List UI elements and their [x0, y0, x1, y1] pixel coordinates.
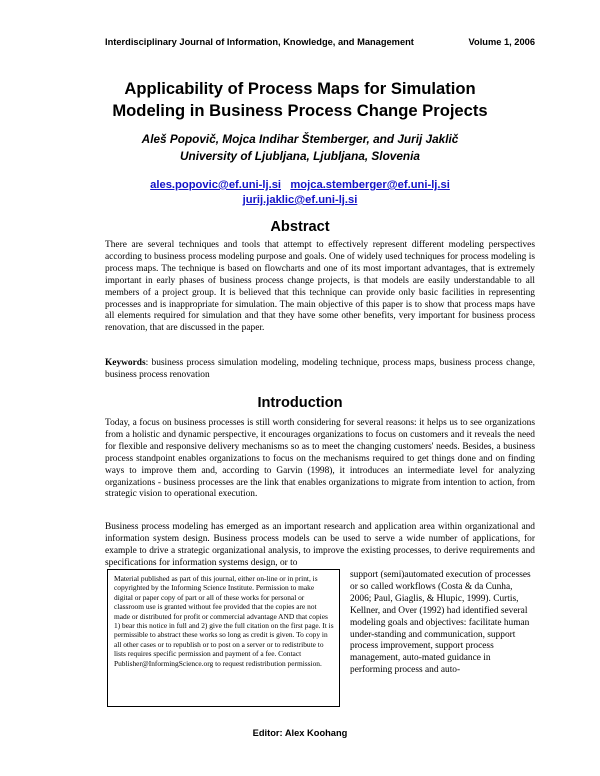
intro-paragraph-2: Business process modeling has emerged as an important research and application area within organizational and information system design. Business process models can be used to serve a wide number of applications, for example to drive a strategic organizational analysis, to improve the existing processes, to derive requirements and specifications for information systems design, or to — [105, 522, 535, 568]
journal-name: Interdisciplinary Journal of Information, Knowledge, and Management — [105, 37, 414, 47]
abstract-text: There are several techniques and tools that attempt to effectively represent different modeling perspectives according to business process modeling purpose and goals. One of widely used techniques for process modeling is process maps. The technique is based on flowcharts and one of its most important advantages, that is extremely important in early phases of business process change projects, is that models are easily understandable to all members of a project group. It is believed that this technique can provide only basic facilities in representing processes and is inappropriate for simulation. The main objective of this paper is to show that process maps have all elements required for simulation and that they have some other benefits, very important for business process renovation, that are discussed in the paper. — [105, 240, 535, 334]
keywords-list: : business process simulation modeling, modeling technique, process maps, business process change, business process renovation — [105, 358, 535, 380]
author-names: Aleš Popovič, Mojca Indihar Štemberger, and Jurij Jaklič — [141, 132, 459, 146]
copyright-notice-box — [107, 569, 340, 707]
intro-paragraph-2-continued: support (semi)automated execution of processes or so called workflows (Costa & da Cunha, 2006; Paul, Giaglis, & Hlupic, 1999). Curtis, Kellner, and Over (1992) had identified several modeling goals and objectives: facilitate human under-standing and communication, support process improvement, support process management, auto-mated guidance in performing process and auto- — [350, 570, 531, 676]
email-link[interactable]: jurij.jaklic@ef.uni-lj.si — [242, 194, 358, 206]
abstract-heading: Abstract — [270, 219, 330, 235]
author-block — [60, 131, 540, 165]
intro-paragraph-1: Today, a focus on business processes is still worth considering for several reasons: it helps us to see organizations from a holistic and dynamic perspective, it encourages organizations to focus on customers and it reveals the need for flexible and responsive delivery mechanisms so as to meet the changing customers' needs. Besides, a business process standpoint enables organizations to focus on the mechanisms required to get things done and on finding ways to improve them and, according to Garvin (1998), it introduces an intermediate level for analyzing organizations - business processes are the link that enables organizations to migrate from intention to action, from strategic vision to operational execution. — [105, 418, 535, 500]
keywords-label: Keywords — [105, 358, 146, 368]
email-link[interactable]: mojca.stemberger@ef.uni-lj.si — [290, 179, 450, 191]
email-block — [60, 178, 540, 208]
title-line-1: Applicability of Process Maps for Simulation — [124, 79, 476, 98]
paper-title — [60, 78, 540, 122]
title-line-2: Modeling in Business Process Change Projects — [112, 101, 488, 120]
introduction-heading: Introduction — [257, 395, 343, 411]
footer-editor: Editor: Alex Koohang — [252, 728, 348, 738]
author-affiliation: University of Ljubljana, Ljubljana, Slovenia — [180, 149, 420, 163]
running-header — [105, 37, 535, 47]
email-link[interactable]: ales.popovic@ef.uni-lj.si — [150, 179, 282, 191]
copyright-notice-text: Material published as part of this journal, either on-line or in print, is copyrighted by the Informing Science Institute. Permission to make digital or paper copy of part or all of these works for personal or classroom use is granted without fee provided that the copies are not made or distributed for profit or commercial advantage AND that copies 1) bear this notice in full and 2) give the full citation on the first page. It is permissible to abstract these works so long as credit is given. To copy in all other cases or to republish or to post on a server or to redistribute to lists requires specific permission and payment of a fee. Contact Publisher@InformingScience.org to request redistribution permission. — [114, 574, 334, 668]
volume-info: Volume 1, 2006 — [468, 37, 535, 47]
keywords — [105, 358, 535, 382]
